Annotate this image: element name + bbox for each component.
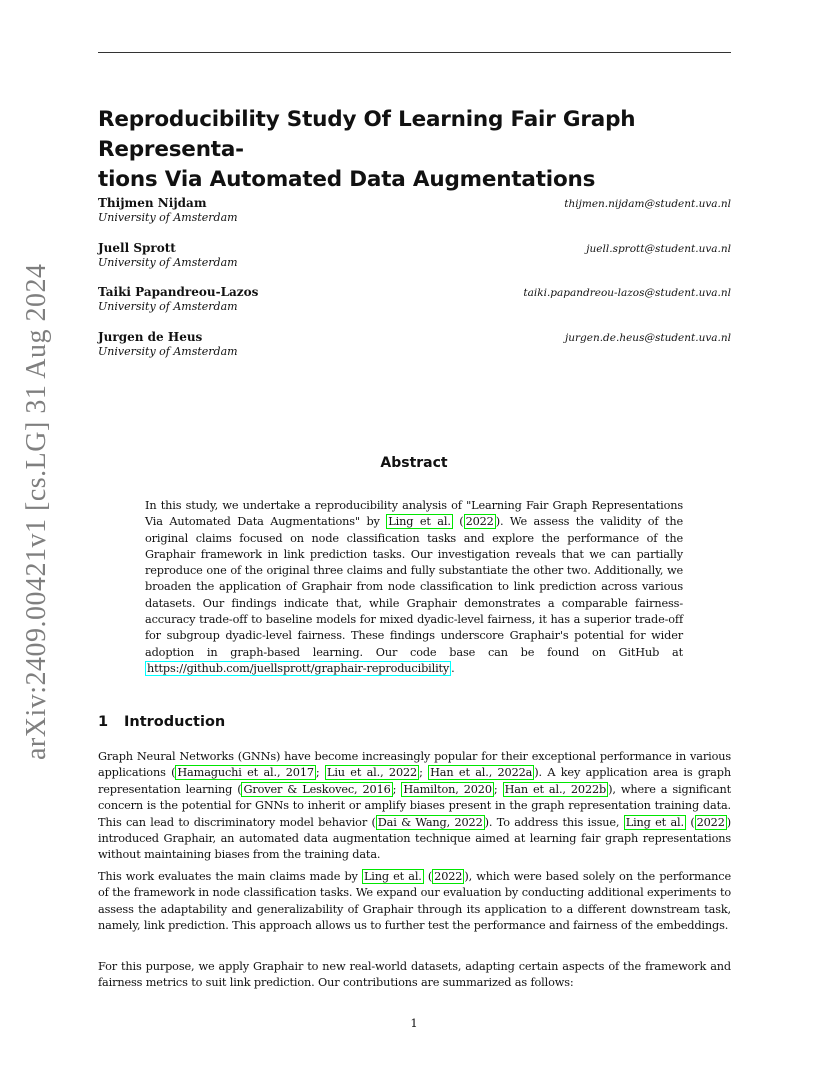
abstract-text: In this study, we undertake a reproducibility analysis of "Learning Fair Graph Representations Via Automated Data Augmentations" by — [145, 499, 683, 529]
author-email[interactable]: thijmen.nijdam@student.uva.nl — [564, 198, 731, 210]
intro-paragraph-3: For this purpose, we apply Graphair to new real-world datasets, adapting certain aspects of the framework and fairness metrics to suit link prediction. Our contributions are summarized as follows: — [98, 960, 731, 990]
code-repository-link[interactable]: https://github.com/juellsprott/graphair-reproducibility — [147, 661, 450, 675]
abstract-text: . — [451, 661, 455, 675]
body-text: ; — [392, 782, 402, 796]
author-name: Jurgen de Heus — [98, 329, 203, 344]
author-name: Thijmen Nijdam — [98, 196, 207, 210]
body-text: ), where a significant concern is the potential for GNNs to inherit or amplify biases present in the graph representation training data. This can lead to discriminatory model behavior ( — [98, 782, 731, 829]
author-email[interactable]: jurgen.de.heus@student.uva.nl — [564, 331, 731, 344]
paper-title-line-2: tions Via Automated Data Augmentations — [98, 167, 596, 192]
author-block — [98, 285, 731, 330]
author-email[interactable]: taiki.papandreou-lazos@student.uva.nl — [523, 287, 731, 300]
body-text: ( — [685, 815, 695, 829]
abstract-body — [145, 498, 683, 677]
paper-title-line-1: Reproducibility Study Of Learning Fair Graph Representa- — [98, 107, 636, 162]
author-affiliation: University of Amsterdam — [98, 211, 238, 224]
intro-paragraph-1 — [98, 749, 731, 864]
author-name: Juell Sprott — [98, 240, 176, 255]
arxiv-stamp: arXiv:2409.00421v1 [cs.LG] 31 Aug 2024 — [21, 263, 52, 760]
top-rule — [98, 52, 731, 53]
citation-link[interactable]: Han et al., 2022a — [430, 766, 533, 780]
body-text: ). A key application area is graph representation learning ( — [98, 766, 731, 796]
author-affiliation: University of Amsterdam — [98, 344, 238, 358]
citation-link[interactable]: Hamaguchi et al., 2017 — [177, 766, 314, 780]
author-affiliation: University of Amsterdam — [98, 300, 238, 314]
body-text: ; — [493, 782, 503, 796]
body-text: ), which were based solely on the performance of the framework in node classification tasks. We expand our evaluation by conducting additional experiments to assess the adaptability and generalizability of Graphair through its application to a different downstream task, namely, link prediction. This approach allows us to further test the performance and fairness of the embeddings. — [98, 870, 731, 933]
body-text: ; — [419, 766, 429, 780]
citation-link[interactable]: Dai & Wang, 2022 — [377, 815, 483, 829]
intro-paragraph-2 — [98, 869, 731, 935]
body-text: ). To address this issue, — [484, 815, 624, 829]
author-list — [98, 196, 731, 374]
author-affiliation: University of Amsterdam — [98, 255, 238, 269]
section-title: Introduction — [124, 714, 226, 730]
page-number: 1 — [410, 1016, 418, 1030]
author-name: Taiki Papandreou-Lazos — [98, 285, 259, 300]
section-heading-introduction — [98, 712, 225, 732]
author-block — [98, 330, 731, 375]
abstract-text: ). We assess the validity of the original claims focused on node classification tasks and explore the performance of the Graphair framework in link prediction tasks. Our investigation reveals that we can partially reproduce one of the original three claims and fully substantiate the other two. Additionally, we broaden the application of Graphair from node classification to link prediction across various datasets. Our findings indicate that, while Graphair demonstrates a comparable fairness-accuracy trade-off to baseline models for mixed dyadic-level fairness, it has a superior trade-off for subgroup dyadic-level fairness. These findings underscore Graphair's potential for wider adoption in graph-based learning. Our code base can be found on GitHub at — [145, 515, 683, 659]
citation-link[interactable]: 2022 — [434, 870, 463, 883]
citation-link[interactable]: Ling et al. — [625, 815, 684, 829]
body-text: Graph Neural Networks (GNNs) have become increasingly popular for their exceptional performance in various applications ( — [98, 750, 731, 780]
abstract-text: ( — [452, 515, 464, 529]
citation-link[interactable]: Ling et al. — [363, 870, 422, 883]
citation-link[interactable]: Hamilton, 2020 — [403, 782, 492, 796]
body-text: ) introduced Graphair, an automated data augmentation technique aimed at learning fair graph representations without maintaining biases from the training data. — [98, 815, 732, 862]
paper-title — [98, 105, 738, 195]
citation-link[interactable]: Han et al., 2022b — [504, 782, 607, 796]
author-email[interactable]: juell.sprott@student.uva.nl — [586, 242, 731, 255]
author-block — [98, 196, 731, 241]
body-text: ; — [315, 766, 325, 780]
citation-link[interactable]: Liu et al., 2022 — [326, 766, 418, 780]
citation-link[interactable]: 2022 — [696, 815, 725, 829]
body-text: ( — [423, 870, 433, 883]
body-text: This work evaluates the main claims made by — [98, 870, 362, 883]
citation-link[interactable]: Grover & Leskovec, 2016 — [243, 782, 391, 796]
citation-link[interactable]: 2022 — [465, 515, 494, 529]
abstract-heading: Abstract — [380, 455, 448, 471]
citation-link[interactable]: Ling et al. — [388, 515, 451, 529]
author-block — [98, 241, 731, 286]
section-number: 1 — [98, 714, 109, 730]
